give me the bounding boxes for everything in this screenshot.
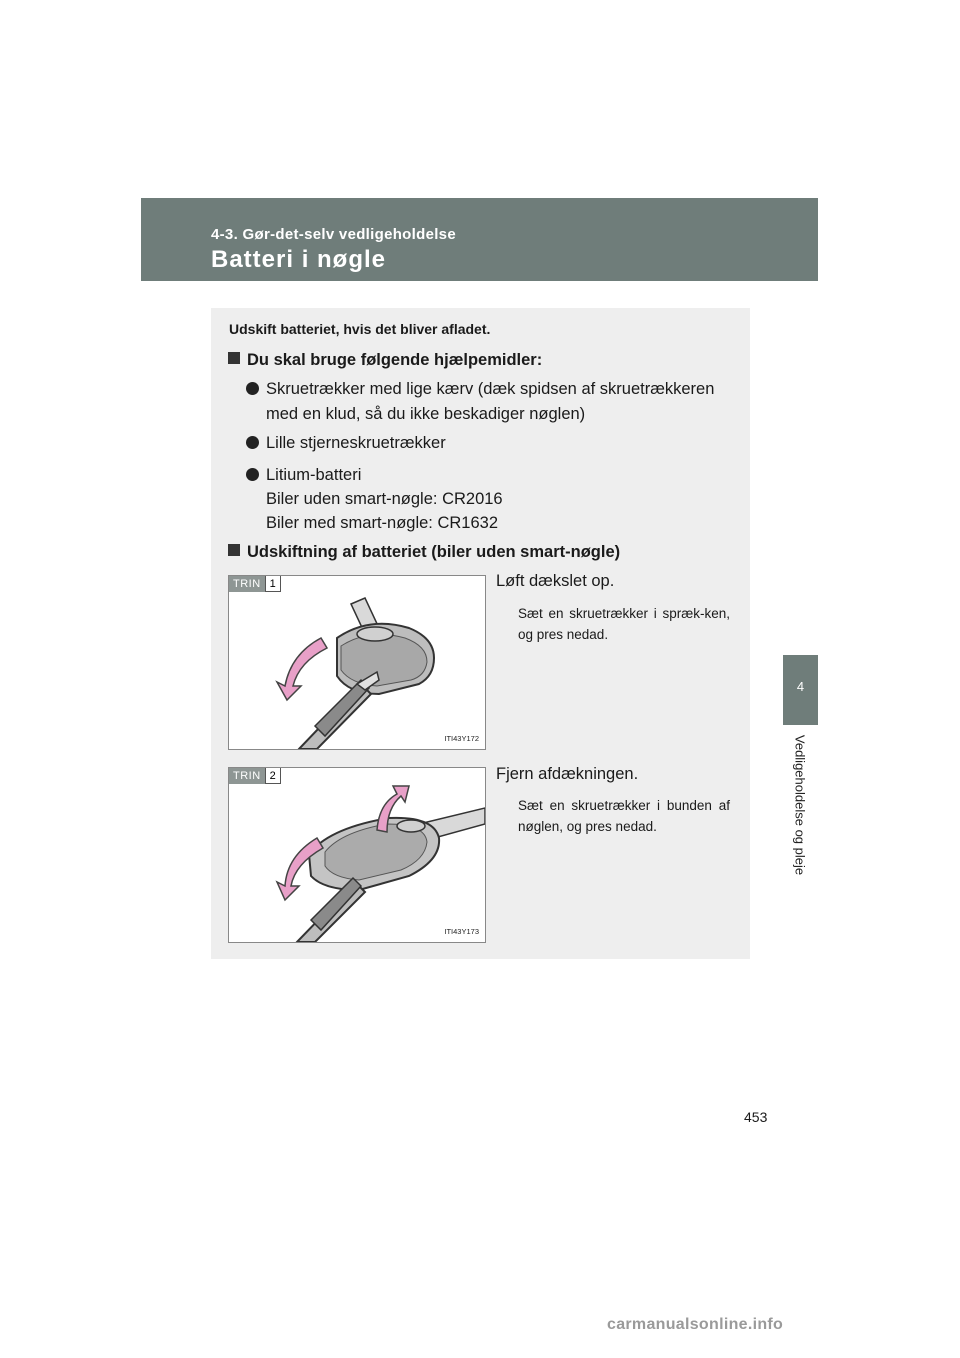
figure-code: ITI43Y173 [444, 927, 479, 936]
list-item-line: Skruetrækker med lige kærv (dæk spidsen af skruetrækkeren [266, 380, 715, 398]
chapter-label: Vedligeholdelse og pleje [792, 734, 808, 876]
square-bullet-icon [228, 352, 240, 364]
list-item-line: Biler med smart-nøgle: CR1632 [266, 514, 498, 532]
chapter-number: 4 [796, 679, 805, 694]
section-title: 4-3. Gør-det-selv vedligeholdelse [211, 226, 456, 243]
list-item-line: Lille stjerneskruetrækker [266, 434, 446, 452]
step-badge: TRIN 1 [229, 576, 281, 592]
step-1-figure [228, 575, 486, 750]
step-1-description: Sæt en skruetrækker i spræk-ken, og pres nedad. [518, 606, 730, 642]
page-number: 453 [744, 1109, 768, 1125]
key-cover-removal-illustration [229, 768, 485, 942]
chapter-tab[interactable] [783, 655, 818, 725]
intro-text: Udskift batteriet, hvis det bliver afladet. [229, 321, 491, 337]
square-bullet-icon [228, 544, 240, 556]
step-2-description: Sæt en skruetrækker i bunden af nøglen, og pres nedad. [518, 798, 730, 834]
bullet-dot-icon [246, 382, 259, 395]
tools-heading: Du skal bruge følgende hjælpemidler: [228, 351, 542, 370]
replacement-heading: Udskiftning af batteriet (biler uden smart-nøgle) [228, 543, 620, 562]
step-1-title: Løft dækslet op. [496, 572, 615, 590]
figure-code: ITI43Y172 [444, 734, 479, 743]
list-item-line: med en klud, så du ikke beskadiger nøglen) [266, 405, 586, 423]
watermark: carmanualsonline.info [607, 1316, 784, 1333]
list-item-line: Biler uden smart-nøgle: CR2016 [266, 490, 503, 508]
step-2-title: Fjern afdækningen. [496, 765, 639, 783]
page-header [141, 198, 818, 281]
list-item-line: Litium-batteri [266, 466, 362, 484]
bullet-dot-icon [246, 436, 259, 449]
step-2-figure [228, 767, 486, 943]
bullet-dot-icon [246, 468, 259, 481]
step-badge: TRIN 2 [229, 768, 281, 784]
key-cover-illustration [229, 576, 485, 749]
page-title: Batteri i nøgle [211, 246, 387, 273]
